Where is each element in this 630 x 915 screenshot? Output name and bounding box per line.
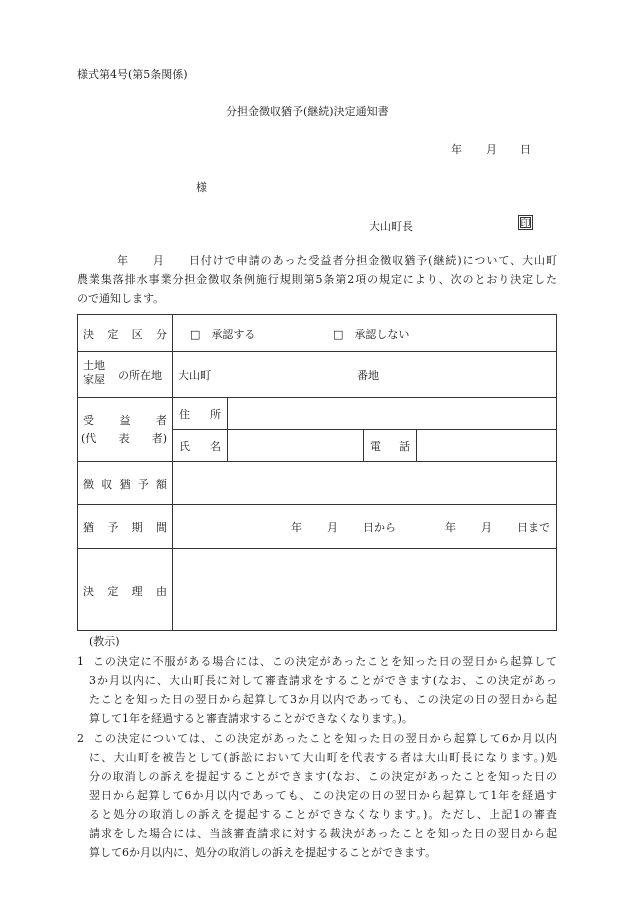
period-to-day: 日まで (517, 521, 550, 534)
seal-label: 印 (520, 219, 531, 230)
town-name: 大山町 (178, 369, 211, 382)
label-char: 徴 (83, 478, 94, 491)
location-label-building: 家屋 (83, 373, 105, 386)
intro-line-2: 農業集落排水事業分担金徴収条例施行規則第5条第2項の規定により、次のとおり決定した (77, 273, 557, 286)
location-label-land: 土地 (83, 359, 105, 372)
label-char: 者) (151, 432, 167, 445)
note-2-line-6: 請求をした場合には、当該審査請求に対する裁決があったことを知った日の翌日から起 (89, 827, 557, 840)
note-1-line-1: この決定に不服がある場合には、この決定があったことを知った日の翌日から起算して (93, 655, 557, 668)
label-char: 予 (107, 521, 119, 534)
label-char: 定 (107, 328, 119, 341)
beneficiary-label (83, 412, 167, 428)
decision-label (83, 326, 167, 342)
addressee-suffix: 様 (196, 181, 207, 194)
label-char: 収 (101, 478, 113, 491)
label-char: 受 (83, 414, 94, 427)
reject-checkbox[interactable]: □ 承認しない (333, 328, 410, 341)
label-char: (代 (81, 432, 97, 445)
note-2-line-1: この決定については、この決定があったことを知った日の翌日から起算して6か月以内 (93, 732, 557, 745)
label-char: 電 (370, 440, 381, 453)
label-char: 名 (210, 440, 221, 453)
note-number-1: 1 (77, 655, 84, 668)
note-1-line-2: 3か月以内に、大山町長に対して審査請求をすることができます(なお、この決定があっ (89, 674, 557, 687)
date-day-label: 日 (520, 143, 531, 156)
note-item-2 (77, 729, 557, 862)
phone-label (370, 438, 410, 454)
date-year-label: 年 (451, 143, 462, 156)
document-title: 分担金徴収猶予(継続)決定通知書 (226, 105, 389, 118)
note-2-line-4: 翌日から起算して6か月以内であっても、この決定の日の翌日から起算して1年を経過す (89, 789, 557, 802)
label-char: 猶 (83, 521, 94, 534)
intro-paragraph (77, 251, 557, 308)
reason-label (83, 583, 167, 599)
note-1-line-4: 算して1年を経過すると審査請求することができなくなります。)。 (89, 712, 413, 725)
notes-heading: (教示) (89, 635, 120, 648)
amount-label (83, 476, 167, 492)
intro-line-3: ので通知します。 (77, 292, 165, 305)
location-label-suffix: の所在地 (118, 369, 162, 382)
label-char: 定 (107, 585, 119, 598)
label-char: 住 (179, 408, 190, 421)
note-1-line-3: たことを知った日の翌日から起算して3か月以内であっても、この決定の日の翌日から起 (89, 693, 557, 706)
label-char: 期 (131, 521, 143, 534)
period-label (83, 519, 167, 535)
issuer-name: 大山町長 (369, 220, 413, 233)
label-char: 予 (137, 478, 149, 491)
period-from-year: 年 (291, 521, 302, 534)
location-label (83, 359, 105, 387)
label-char: 益 (119, 414, 131, 427)
period-to-month: 月 (481, 521, 492, 534)
label-char: 表 (118, 432, 130, 445)
label-char: 分 (155, 328, 167, 341)
note-2-line-2: に、大山町を被告として(訴訟において大山町を代表する者は大山町長になります。)処 (89, 751, 557, 764)
label-char: 氏 (179, 440, 190, 453)
intro-line-1: 年 月 日付けで申請のあった受益者分担金徴収猶予(継続)について、大山町 (117, 254, 557, 267)
note-number-2: 2 (77, 732, 84, 745)
period-to-year: 年 (445, 521, 456, 534)
note-2-line-5: ると処分の取消しの訴えを提起することができなくなります。)。ただし、上記1の審査 (89, 808, 557, 821)
note-2-line-3: 分の取消しの訴えを提起することができます(なお、この決定があったことを知った日の (89, 770, 557, 783)
label-char: 決 (83, 585, 94, 598)
address-label (179, 406, 221, 422)
seal-stamp-icon (518, 215, 533, 230)
name-label (179, 438, 221, 454)
label-char: 猶 (119, 478, 131, 491)
label-char: 者 (156, 414, 167, 427)
note-2-line-7: 算して6か月以内に、処分の取消しの訴えを提起することができます。 (89, 846, 437, 859)
beneficiary-rep-label (81, 430, 167, 446)
label-char: 所 (210, 408, 221, 421)
banchi-label: 番地 (357, 369, 379, 382)
label-char: 額 (156, 478, 167, 491)
period-from-day: 日から (363, 521, 396, 534)
label-char: 決 (83, 328, 94, 341)
form-number: 様式第4号(第5条関係) (77, 68, 188, 81)
label-char: 理 (131, 585, 143, 598)
label-char: 由 (155, 585, 167, 598)
label-char: 区 (131, 328, 143, 341)
label-char: 間 (155, 521, 167, 534)
approve-checkbox[interactable]: □ 承認する (190, 328, 256, 341)
period-from-month: 月 (327, 521, 338, 534)
label-char: 話 (399, 440, 410, 453)
note-item-1 (77, 652, 557, 728)
date-month-label: 月 (486, 143, 497, 156)
